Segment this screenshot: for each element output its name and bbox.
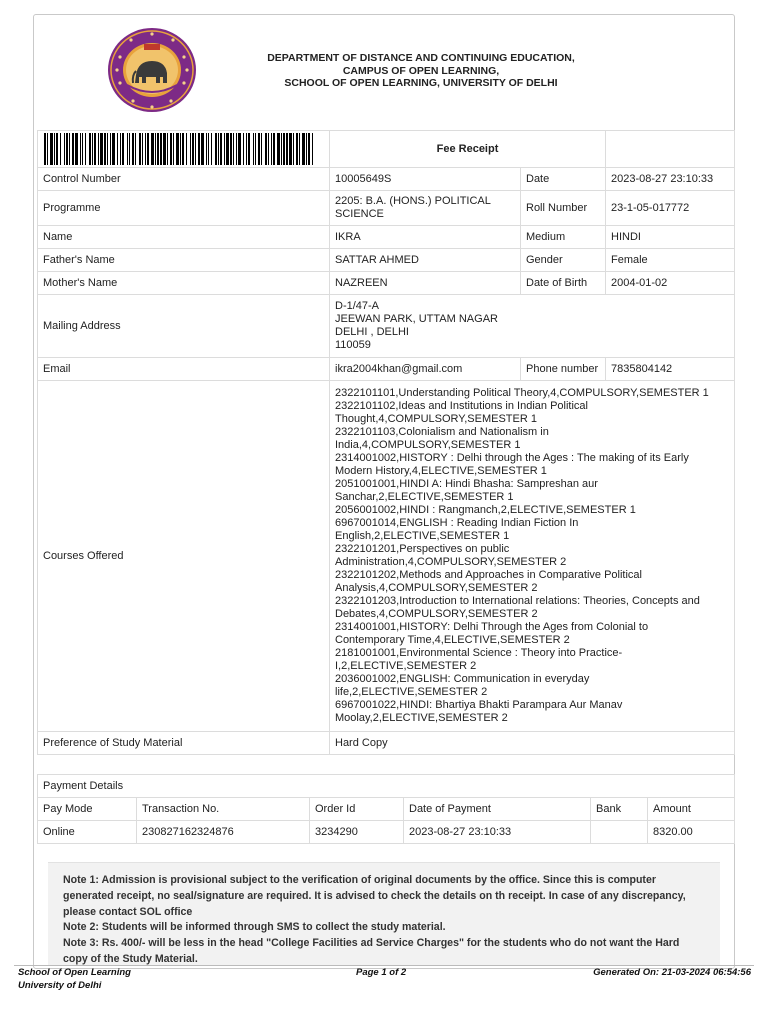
barcode-bar (182, 133, 184, 165)
barcode-icon (44, 133, 314, 165)
course-line: 2314001002,HISTORY : Delhi through the Ages : The making of its Early (335, 452, 689, 464)
address-line: JEEWAN PARK, UTTAM NAGAR (335, 313, 498, 325)
courses-offered-label: Courses Offered (38, 381, 330, 732)
payment-details-title: Payment Details (38, 775, 735, 798)
course-line: 2056001002,HINDI : Rangmanch,2,ELECTIVE,SEMESTER 1 (335, 504, 636, 516)
barcode-bar (151, 133, 154, 165)
barcode-bar (89, 133, 91, 165)
barcode-bar (82, 133, 83, 165)
footer-school: School of Open Learning (18, 967, 131, 978)
payment-title-row (38, 775, 735, 798)
course-line: Thought,4,COMPULSORY,SEMESTER 1 (335, 413, 537, 425)
barcode-bar (44, 133, 46, 165)
course-line: 2322101203,Introduction to International relations: Theories, Concepts and (335, 595, 700, 607)
barcode-bar (255, 133, 256, 165)
course-line: 6967001022,HINDI: Bhartiya Bhakti Parampara Aur Manav (335, 699, 623, 711)
page-number: Page 1 of 2 (356, 967, 407, 978)
course-line: 2314001001,HISTORY: Delhi Through the Ages from Colonial to (335, 621, 649, 633)
phone-label: Phone number (521, 358, 606, 381)
barcode-bar (129, 133, 130, 165)
barcode-bar (112, 133, 115, 165)
amount-header: Amount (648, 798, 735, 821)
course-line: Sanchar,2,ELECTIVE,SEMESTER 1 (335, 491, 514, 503)
name-label: Name (38, 226, 330, 249)
course-line: 2322101103,Colonialism and Nationalism in (335, 426, 549, 438)
barcode-bar (155, 133, 156, 165)
order-id-value: 3234290 (310, 821, 404, 844)
date-value: 2023-08-27 23:10:33 (606, 168, 735, 191)
barcode-bar (100, 133, 103, 165)
date-of-payment-value: 2023-08-27 23:10:33 (404, 821, 591, 844)
barcode-bar (208, 133, 209, 165)
order-id-header: Order Id (310, 798, 404, 821)
father-name-label: Father's Name (38, 249, 330, 272)
barcode-bar (69, 133, 70, 165)
barcode-bar (289, 133, 292, 165)
mailing-address-value (330, 295, 735, 358)
barcode-bar (92, 133, 93, 165)
course-line: Moolay,2,ELECTIVE,SEMESTER 2 (335, 712, 508, 724)
table-row (38, 732, 735, 755)
barcode-bar (163, 133, 166, 165)
name-value: IKRA (330, 226, 521, 249)
barcode-bar (253, 133, 254, 165)
roll-number-value: 23-1-05-017772 (606, 191, 735, 226)
dept-line-3: SCHOOL OF OPEN LEARNING, UNIVERSITY OF DELHI (284, 77, 558, 90)
barcode-bar (248, 133, 250, 165)
footer-institution (18, 967, 131, 992)
table-row (38, 358, 735, 381)
barcode-bar (170, 133, 172, 165)
medium-value: HINDI (606, 226, 735, 249)
roll-number-label: Roll Number (521, 191, 606, 226)
table-row (38, 295, 735, 358)
footer-divider (14, 965, 754, 966)
barcode-bar (167, 133, 168, 165)
barcode-bar (72, 133, 74, 165)
gender-label: Gender (521, 249, 606, 272)
course-line: English,2,ELECTIVE,SEMESTER 1 (335, 530, 510, 542)
barcode-bar (243, 133, 244, 165)
barcode-bar (246, 133, 247, 165)
barcode-bar (64, 133, 65, 165)
course-line: Administration,4,COMPULSORY,SEMESTER 2 (335, 556, 567, 568)
university-seal-icon (107, 27, 197, 113)
email-value: ikra2004khan@gmail.com (330, 358, 521, 381)
address-line: D-1/47-A (335, 300, 380, 312)
barcode-bar (180, 133, 181, 165)
barcode-bar (173, 133, 174, 165)
email-label: Email (38, 358, 330, 381)
barcode-bar (122, 133, 124, 165)
barcode-bar (60, 133, 61, 165)
barcode-bar (157, 133, 159, 165)
barcode-bar (293, 133, 294, 165)
course-line: 2322101202,Methods and Approaches in Comparative Political (335, 569, 642, 581)
barcode-bar (224, 133, 225, 165)
study-material-label: Preference of Study Material (38, 732, 330, 755)
receipt-header (34, 15, 734, 130)
barcode-bar (195, 133, 196, 165)
study-material-value: Hard Copy (330, 732, 735, 755)
dept-line-1: DEPARTMENT OF DISTANCE AND CONTINUING EDUCATION, (267, 52, 575, 64)
barcode-bar (283, 133, 285, 165)
barcode-bar (261, 133, 262, 165)
transaction-no-header: Transaction No. (137, 798, 310, 821)
phone-value: 7835804142 (606, 358, 735, 381)
barcode-bar (236, 133, 237, 165)
mother-name-label: Mother's Name (38, 272, 330, 295)
barcode-bar (147, 133, 149, 165)
barcode-bar (220, 133, 222, 165)
footer-university: University of Delhi (18, 979, 102, 991)
dob-value: 2004-01-02 (606, 272, 735, 295)
mailing-address-label: Mailing Address (38, 295, 330, 358)
barcode-bar (218, 133, 219, 165)
course-line: 6967001014,ENGLISH : Reading Indian Fiction In (335, 517, 579, 529)
barcode-bar (132, 133, 134, 165)
barcode-bar (226, 133, 229, 165)
barcode-bar (233, 133, 234, 165)
barcode-bar (312, 133, 313, 165)
address-line: DELHI , DELHI (335, 326, 409, 338)
dept-line-2: CAMPUS OF OPEN LEARNING, (342, 64, 500, 77)
barcode-bar (80, 133, 81, 165)
table-row (38, 191, 735, 226)
programme-value: 2205: B.A. (HONS.) POLITICAL SCIENCE (330, 191, 521, 226)
course-line: 2322101201,Perspectives on public (335, 543, 510, 555)
table-row (38, 381, 735, 732)
barcode-bar (271, 133, 272, 165)
barcode-bar (107, 133, 108, 165)
course-line: 2322101102,Ideas and Institutions in Indian Political (335, 400, 588, 412)
course-line: India,4,COMPULSORY,SEMESTER 1 (335, 439, 521, 451)
barcode-bar (206, 133, 207, 165)
table-row (38, 272, 735, 295)
payment-row (38, 821, 735, 844)
barcode-bar (142, 133, 143, 165)
pay-mode-header: Pay Mode (38, 798, 137, 821)
amount-value: 8320.00 (648, 821, 735, 844)
barcode-bar (308, 133, 310, 165)
barcode-bar (98, 133, 99, 165)
father-name-value: SATTAR AHMED (330, 249, 521, 272)
barcode-bar (286, 133, 288, 165)
barcode-bar (176, 133, 179, 165)
table-row (38, 249, 735, 272)
barcode-bar (66, 133, 68, 165)
table-row (38, 226, 735, 249)
barcode-bar (230, 133, 232, 165)
notes-box (48, 862, 720, 966)
barcode-bar (135, 133, 136, 165)
barcode-row (38, 131, 735, 168)
barcode-bar (120, 133, 121, 165)
barcode-bar (186, 133, 187, 165)
barcode-bar (277, 133, 280, 165)
barcode-bar (281, 133, 282, 165)
barcode-bar (201, 133, 204, 165)
date-label: Date (521, 168, 606, 191)
bank-header: Bank (591, 798, 648, 821)
control-number-label: Control Number (38, 168, 330, 191)
course-line: Analysis,4,COMPULSORY,SEMESTER 2 (335, 582, 538, 594)
course-line: 2181001001,Environmental Science : Theory into Practice- (335, 647, 623, 659)
student-details-table (37, 130, 735, 755)
bank-value (591, 821, 648, 844)
barcode-bar (50, 133, 53, 165)
note-1: Note 1: Admission is provisional subject to the verification of original documents by the office. Since this is computer generated receipt, no seal/signature are required. It is advised to check the details on th receipt. In case of any discrepancy, please contact SOL office (63, 874, 686, 918)
address-line: 110059 (335, 339, 371, 351)
barcode-bar (54, 133, 55, 165)
course-line: Contemporary Time,4,ELECTIVE,SEMESTER 2 (335, 634, 570, 646)
payment-header-row (38, 798, 735, 821)
fee-receipt-title: Fee Receipt (330, 131, 606, 168)
barcode-bar (258, 133, 260, 165)
barcode-bar (302, 133, 305, 165)
date-of-payment-header: Date of Payment (404, 798, 591, 821)
barcode-bar (160, 133, 162, 165)
department-heading (214, 52, 628, 90)
course-line: Modern History,4,ELECTIVE,SEMESTER 1 (335, 465, 547, 477)
generated-on: Generated On: 21-03-2024 06:54:56 (593, 967, 751, 978)
barcode-bar (47, 133, 48, 165)
receipt-sheet (33, 14, 735, 969)
barcode-bar (145, 133, 146, 165)
table-row (38, 168, 735, 191)
payment-details-table (37, 774, 735, 844)
barcode-bar (296, 133, 298, 165)
barcode-bar (268, 133, 269, 165)
courses-offered-value (330, 381, 735, 732)
programme-label: Programme (38, 191, 330, 226)
mother-name-value: NAZREEN (330, 272, 521, 295)
course-line: 2051001001,HINDI A: Hindi Bhasha: Sampreshan aur (335, 478, 598, 490)
barcode-bar (117, 133, 118, 165)
course-line: Debates,4,COMPULSORY,SEMESTER 2 (335, 608, 538, 620)
course-line: life,2,ELECTIVE,SEMESTER 2 (335, 686, 488, 698)
barcode-bar (192, 133, 194, 165)
gender-value: Female (606, 249, 735, 272)
barcode-bar (306, 133, 307, 165)
barcode-bar (190, 133, 191, 165)
medium-label: Medium (521, 226, 606, 249)
course-line: 2036001002,ENGLISH: Communication in everyday (335, 673, 590, 685)
course-line: I,2,ELECTIVE,SEMESTER 2 (335, 660, 477, 672)
control-number-value: 10005649S (330, 168, 521, 191)
barcode-bar (238, 133, 241, 165)
note-3: Note 3: Rs. 400/- will be less in the head "College Facilities ad Service Charges" for the students who do not want the Hard copy of the Study Material. (63, 937, 680, 965)
transaction-no-value: 230827162324876 (137, 821, 310, 844)
barcode-bar (56, 133, 58, 165)
barcode-bar (273, 133, 275, 165)
barcode-bar (127, 133, 128, 165)
barcode-bar (85, 133, 86, 165)
dob-label: Date of Birth (521, 272, 606, 295)
note-2: Note 2: Students will be informed through SMS to collect the study material. (63, 921, 446, 934)
barcode-bar (110, 133, 111, 165)
barcode-bar (198, 133, 200, 165)
barcode-bar (94, 133, 96, 165)
barcode-bar (211, 133, 212, 165)
barcode-bar (139, 133, 141, 165)
barcode-bar (215, 133, 217, 165)
barcode-bar (265, 133, 267, 165)
barcode-bar (299, 133, 300, 165)
barcode-bar (75, 133, 78, 165)
pay-mode-value: Online (38, 821, 137, 844)
barcode-bar (104, 133, 106, 165)
course-line: 2322101101,Understanding Political Theory,4,COMPULSORY,SEMESTER 1 (335, 387, 709, 399)
barcode-cell (38, 131, 330, 168)
